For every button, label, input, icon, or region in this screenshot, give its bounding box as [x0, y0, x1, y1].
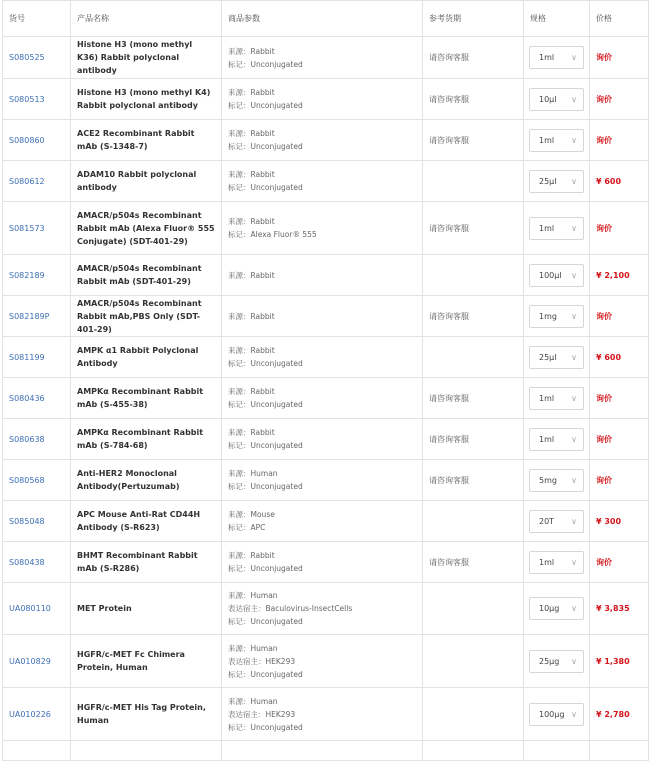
- header-price: 价格: [590, 1, 649, 37]
- spec-value: 1ml: [539, 393, 555, 403]
- price: ¥ 600: [590, 161, 649, 202]
- param-line: 来源：Rabbit: [228, 428, 275, 437]
- lead-time: 请咨询客服: [423, 542, 524, 583]
- table-row: [3, 296, 649, 337]
- price: 询价: [590, 202, 649, 255]
- chevron-down-icon: ∨: [571, 475, 577, 485]
- param-line: 表达宿主：HEK293: [228, 709, 296, 719]
- param-line: 来源：Rabbit: [228, 129, 275, 138]
- param-line: 标记：Unconjugated: [228, 669, 303, 679]
- product-params: [222, 337, 423, 378]
- spec-select[interactable]: [529, 469, 584, 492]
- price: ¥ 2,780: [590, 688, 649, 741]
- product-params: [222, 79, 423, 120]
- table-row: [3, 688, 649, 741]
- spec-cell: [524, 688, 590, 741]
- table-row: [3, 161, 649, 202]
- spec-cell: [524, 501, 590, 542]
- lead-time: 请咨询客服: [423, 120, 524, 161]
- lead-time: [423, 501, 524, 542]
- spec-cell: [524, 37, 590, 79]
- spec-select[interactable]: [529, 305, 584, 328]
- lead-time: 请咨询客服: [423, 378, 524, 419]
- param-line: 标记：Unconjugated: [228, 441, 303, 450]
- table-row: [3, 460, 649, 501]
- product-params: [222, 255, 423, 296]
- spec-value: 20T: [539, 516, 555, 526]
- price: 询价: [590, 378, 649, 419]
- table-row: [3, 378, 649, 419]
- param-line: 来源：Human: [228, 643, 278, 653]
- lead-time: 请咨询客服: [423, 296, 524, 337]
- header-params: 商品参数: [222, 1, 423, 37]
- table-row: [3, 255, 649, 296]
- spec-cell: [524, 202, 590, 255]
- chevron-down-icon: ∨: [571, 709, 577, 719]
- lead-time: [423, 337, 524, 378]
- header-name: 产品名称: [71, 1, 222, 37]
- price: 询价: [590, 419, 649, 460]
- product-params: [222, 635, 423, 688]
- header-code: 货号: [3, 1, 71, 37]
- chevron-down-icon: ∨: [571, 270, 577, 280]
- product-name-link[interactable]: HGFR/c-MET Fc Chimera Protein, Human: [71, 635, 222, 688]
- product-params: [222, 161, 423, 202]
- spec-cell: [524, 419, 590, 460]
- spec-cell: [524, 337, 590, 378]
- lead-time: [423, 583, 524, 635]
- lead-time: 请咨询客服: [423, 79, 524, 120]
- product-code-link[interactable]: S080525: [3, 37, 71, 79]
- product-name-link[interactable]: AMPKα Recombinant Rabbit mAb (S-784-68): [71, 419, 222, 460]
- spec-value: 25μl: [539, 352, 557, 362]
- spec-value: 10μg: [539, 604, 560, 613]
- param-line: 来源：Rabbit: [228, 270, 275, 280]
- spec-value: 25μg: [539, 656, 560, 666]
- table-body: [3, 37, 649, 761]
- param-line: 来源：Human: [228, 469, 278, 478]
- chevron-down-icon: ∨: [571, 516, 577, 526]
- product-params: [222, 37, 423, 79]
- spec-select[interactable]: [529, 88, 584, 111]
- lead-time: 请咨询客服: [423, 202, 524, 255]
- param-line: 标记：Unconjugated: [228, 359, 303, 368]
- product-params: [222, 120, 423, 161]
- param-line: 标记：Unconjugated: [228, 59, 303, 69]
- param-line: 来源：Rabbit: [228, 387, 275, 396]
- price: 询价: [590, 460, 649, 501]
- spec-select[interactable]: [529, 650, 584, 673]
- lead-time: [423, 255, 524, 296]
- table-header-row: [3, 1, 649, 37]
- param-line: 标记：Alexa Fluor® 555: [228, 230, 317, 239]
- spec-cell: [524, 378, 590, 419]
- price: ¥ 3,835: [590, 583, 649, 635]
- param-line: 来源：Rabbit: [228, 217, 275, 226]
- table-row: [3, 583, 649, 635]
- product-name-link[interactable]: APC Mouse Anti-Rat CD44H Antibody (S-R623): [71, 501, 222, 542]
- param-line: 来源：Mouse: [228, 510, 275, 519]
- param-line: 来源：Rabbit: [228, 311, 275, 321]
- product-name-link[interactable]: Histone H3 (mono methyl K4) Rabbit polyclonal antibody: [71, 79, 222, 120]
- param-line: 标记：APC: [228, 523, 266, 532]
- price: ¥ 300: [590, 501, 649, 542]
- product-code-link[interactable]: S081199: [3, 337, 71, 378]
- product-params: [222, 419, 423, 460]
- spec-value: 10μl: [539, 94, 557, 104]
- table-row: [3, 741, 649, 761]
- spec-select[interactable]: [529, 346, 584, 369]
- lead-time: 请咨询客服: [423, 419, 524, 460]
- spec-value: 100μg: [539, 709, 565, 719]
- spec-select[interactable]: [529, 551, 584, 574]
- spec-cell: [524, 255, 590, 296]
- param-line: 来源：Rabbit: [228, 46, 275, 56]
- chevron-down-icon: ∨: [571, 352, 577, 362]
- spec-select[interactable]: [529, 510, 584, 533]
- param-line: 标记：Unconjugated: [228, 564, 303, 573]
- table-row: [3, 120, 649, 161]
- param-line: 来源：Rabbit: [228, 551, 275, 560]
- param-line: 标记：Unconjugated: [228, 400, 303, 409]
- param-line: 标记：Unconjugated: [228, 183, 303, 192]
- product-code-link[interactable]: S080436: [3, 378, 71, 419]
- product-name-link[interactable]: AMACR/p504s Recombinant Rabbit mAb (Alexa Fluor® 555 Conjugate) (SDT-401-29): [71, 202, 222, 255]
- spec-cell: [524, 583, 590, 635]
- spec-select[interactable]: [529, 428, 584, 451]
- spec-value: 1ml: [539, 223, 555, 233]
- table-row: [3, 337, 649, 378]
- chevron-down-icon: ∨: [571, 94, 577, 104]
- spec-value: 25μl: [539, 176, 557, 186]
- spec-value: 1mg: [539, 311, 557, 321]
- chevron-down-icon: ∨: [571, 557, 577, 567]
- spec-select[interactable]: [529, 264, 584, 287]
- spec-select[interactable]: [529, 597, 584, 620]
- param-line: 表达宿主：Baculovirus-InsectCells: [228, 604, 353, 613]
- spec-value: 5mg: [539, 475, 557, 485]
- param-line: 标记：Unconjugated: [228, 142, 303, 151]
- product-code-link[interactable]: S082189: [3, 255, 71, 296]
- lead-time: [423, 688, 524, 741]
- spec-select[interactable]: [529, 217, 584, 240]
- header-spec: 规格: [524, 1, 590, 37]
- param-line: 来源：Rabbit: [228, 88, 275, 97]
- spec-value: 100μl: [539, 270, 562, 280]
- spec-cell: [524, 635, 590, 688]
- empty-cell: [423, 741, 524, 761]
- table-row: [3, 202, 649, 255]
- price: 询价: [590, 542, 649, 583]
- spec-select[interactable]: [529, 46, 584, 69]
- chevron-down-icon: ∨: [571, 311, 577, 321]
- product-name-link[interactable]: HGFR/c-MET His Tag Protein, Human: [71, 688, 222, 741]
- product-name-link[interactable]: Anti-HER2 Monoclonal Antibody(Pertuzumab): [71, 460, 222, 501]
- product-code-link[interactable]: S080513: [3, 79, 71, 120]
- empty-cell: [590, 741, 649, 761]
- header-ref: 参考货期: [423, 1, 524, 37]
- spec-cell: [524, 296, 590, 337]
- product-params: [222, 296, 423, 337]
- param-line: 来源：Rabbit: [228, 346, 275, 355]
- table-row: [3, 79, 649, 120]
- product-code-link[interactable]: S080612: [3, 161, 71, 202]
- price: 询价: [590, 79, 649, 120]
- empty-cell: [222, 741, 423, 761]
- chevron-down-icon: ∨: [571, 176, 577, 186]
- table-row: [3, 37, 649, 79]
- chevron-down-icon: ∨: [571, 656, 577, 666]
- table-row: [3, 542, 649, 583]
- param-line: 来源：Human: [228, 591, 278, 600]
- table-row: [3, 419, 649, 460]
- chevron-down-icon: ∨: [571, 393, 577, 403]
- product-code-link[interactable]: UA080110: [3, 583, 71, 635]
- chevron-down-icon: ∨: [571, 604, 577, 613]
- empty-cell: [524, 741, 590, 761]
- product-name-link[interactable]: Histone H3 (mono methyl K36) Rabbit polyclonal antibody: [71, 37, 222, 79]
- product-code-link[interactable]: S081573: [3, 202, 71, 255]
- param-line: 来源：Rabbit: [228, 170, 275, 179]
- table-row: [3, 635, 649, 688]
- product-name-link[interactable]: ACE2 Recombinant Rabbit mAb (S-1348-7): [71, 120, 222, 161]
- product-table: [2, 0, 649, 761]
- spec-cell: [524, 542, 590, 583]
- table-row: [3, 501, 649, 542]
- chevron-down-icon: ∨: [571, 135, 577, 145]
- lead-time: 请咨询客服: [423, 460, 524, 501]
- chevron-down-icon: ∨: [571, 53, 577, 62]
- product-params: [222, 501, 423, 542]
- empty-cell: [71, 741, 222, 761]
- spec-select[interactable]: [529, 703, 584, 726]
- product-name-link[interactable]: BHMT Recombinant Rabbit mAb (S-R286): [71, 542, 222, 583]
- product-code-link[interactable]: S080638: [3, 419, 71, 460]
- product-params: [222, 460, 423, 501]
- empty-cell: [3, 741, 71, 761]
- param-line: 来源：Human: [228, 696, 278, 706]
- product-params: [222, 542, 423, 583]
- price: 询价: [590, 37, 649, 79]
- lead-time: [423, 161, 524, 202]
- product-params: [222, 378, 423, 419]
- chevron-down-icon: ∨: [571, 223, 577, 233]
- price: ¥ 1,380: [590, 635, 649, 688]
- spec-value: 1ml: [539, 53, 555, 62]
- spec-value: 1ml: [539, 434, 555, 444]
- spec-select[interactable]: [529, 170, 584, 193]
- lead-time: 请咨询客服: [423, 37, 524, 79]
- product-code-link[interactable]: S080438: [3, 542, 71, 583]
- product-params: [222, 688, 423, 741]
- spec-value: 1ml: [539, 557, 555, 567]
- spec-cell: [524, 460, 590, 501]
- param-line: 标记：Unconjugated: [228, 722, 303, 732]
- spec-cell: [524, 79, 590, 120]
- product-params: [222, 202, 423, 255]
- spec-select[interactable]: [529, 387, 584, 410]
- product-code-link[interactable]: UA010226: [3, 688, 71, 741]
- product-name-link[interactable]: AMACR/p504s Recombinant Rabbit mAb (SDT-401-29): [71, 255, 222, 296]
- price: ¥ 600: [590, 337, 649, 378]
- spec-value: 1ml: [539, 135, 555, 145]
- product-name-link[interactable]: AMPKα Recombinant Rabbit mAb (S-455-38): [71, 378, 222, 419]
- chevron-down-icon: ∨: [571, 434, 577, 444]
- product-code-link[interactable]: S085048: [3, 501, 71, 542]
- spec-select[interactable]: [529, 129, 584, 152]
- param-line: 表达宿主：HEK293: [228, 656, 296, 666]
- product-code-link[interactable]: S080860: [3, 120, 71, 161]
- product-code-link[interactable]: S082189P: [3, 296, 71, 337]
- price: 询价: [590, 296, 649, 337]
- product-params: [222, 583, 423, 635]
- spec-cell: [524, 161, 590, 202]
- product-name-link[interactable]: ADAM10 Rabbit polyclonal antibody: [71, 161, 222, 202]
- lead-time: [423, 635, 524, 688]
- spec-cell: [524, 120, 590, 161]
- param-line: 标记：Unconjugated: [228, 101, 303, 110]
- product-code-link[interactable]: S080568: [3, 460, 71, 501]
- product-code-link[interactable]: UA010829: [3, 635, 71, 688]
- price: ¥ 2,100: [590, 255, 649, 296]
- price: 询价: [590, 120, 649, 161]
- product-name-link[interactable]: AMACR/p504s Recombinant Rabbit mAb,PBS Only (SDT-401-29): [71, 296, 222, 337]
- param-line: 标记：Unconjugated: [228, 617, 303, 626]
- product-name-link[interactable]: AMPK α1 Rabbit Polyclonal Antibody: [71, 337, 222, 378]
- product-name-link[interactable]: MET Protein: [71, 583, 222, 635]
- param-line: 标记：Unconjugated: [228, 482, 303, 491]
